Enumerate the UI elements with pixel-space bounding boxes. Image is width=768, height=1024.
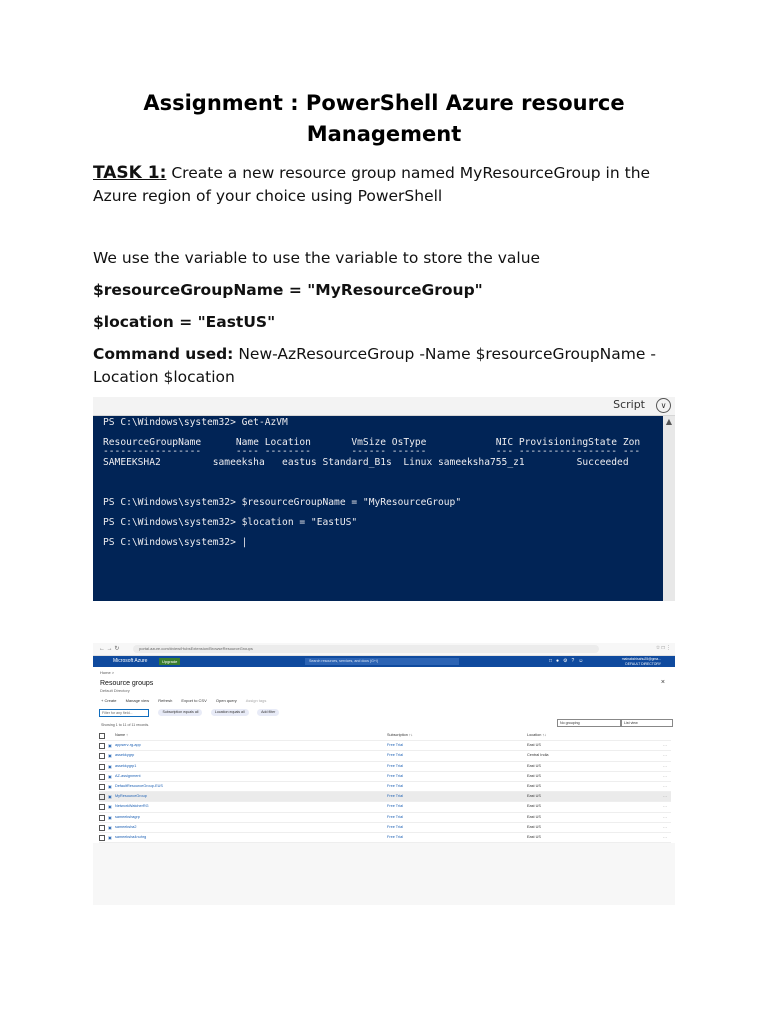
- resource-group-icon: ▣: [108, 773, 112, 779]
- page-heading: Resource groups: [100, 680, 154, 687]
- table-header: [99, 731, 671, 741]
- more-options-icon: …: [663, 833, 667, 839]
- console-scrollbar: [663, 416, 675, 601]
- browser-action-icons: ☆ □ ⋮: [655, 645, 671, 651]
- row-subscription: Free Trial: [387, 794, 404, 799]
- row-location: East US: [527, 824, 541, 829]
- resource-group-icon: ▣: [108, 814, 112, 820]
- row-name: assekkygrp: [115, 753, 135, 758]
- column-header-subscription: Subscription ↑↓: [387, 733, 413, 737]
- browser-bar: [93, 643, 675, 656]
- row-checkbox: [99, 815, 105, 821]
- script-label: Script: [613, 398, 645, 411]
- row-subscription: Free Trial: [387, 824, 404, 829]
- row-name: assekkygrp1: [115, 763, 137, 768]
- table-row: [99, 823, 671, 833]
- row-location: Central India: [527, 753, 549, 758]
- more-options-icon: …: [663, 793, 667, 799]
- table-row: [99, 802, 671, 812]
- toolbar-item: Assign tags: [245, 698, 267, 703]
- console-line: PS C:\Windows\system32> $resourceGroupName = "MyResourceGroup": [103, 497, 462, 508]
- directory-label: Default Directory: [100, 688, 130, 693]
- row-name: AZ-assignment: [115, 773, 141, 778]
- more-options-icon: …: [663, 803, 667, 809]
- row-subscription: Free Trial: [387, 743, 404, 748]
- filter-pill: Add filter: [257, 709, 279, 716]
- row-location: East US: [527, 804, 541, 809]
- row-subscription: Free Trial: [387, 783, 404, 788]
- filter-pill: Subscription equals all: [158, 709, 202, 716]
- topbar-icons: □●⚙?☺: [549, 658, 588, 664]
- toolbar-item: Export to CSV: [181, 698, 207, 703]
- task-colon: :: [159, 163, 167, 183]
- row-subscription: Free Trial: [387, 834, 404, 839]
- address-bar: portal.azure.com/#view/HubsExtension/BrowseResourceGroups: [133, 645, 599, 653]
- select-all-checkbox: [99, 733, 105, 739]
- more-options-icon: …: [663, 762, 667, 768]
- resource-group-icon: ▣: [108, 834, 112, 840]
- row-name: sameeksha4nuhrg: [115, 834, 147, 839]
- table-row: [99, 833, 671, 843]
- table-row: [99, 762, 671, 772]
- console-line: ----------------- ---- -------- ------ ------ --- ----------------- ---: [103, 446, 641, 457]
- console-line: PS C:\Windows\system32> |: [103, 537, 248, 548]
- row-location: East US: [527, 773, 541, 778]
- close-icon: ×: [660, 679, 665, 686]
- row-name: DefaultResourceGroup-EUS: [115, 783, 163, 788]
- row-checkbox: [99, 835, 105, 841]
- column-header-name: Name ↑: [115, 733, 129, 737]
- filter-bar: [99, 709, 283, 717]
- scroll-up-icon: ▲: [665, 417, 673, 426]
- row-checkbox: [99, 804, 105, 810]
- grouping-select: No grouping: [557, 719, 621, 727]
- row-location: East US: [527, 783, 541, 788]
- row-checkbox: [99, 825, 105, 831]
- view-select: List view: [621, 719, 673, 727]
- user-account: [622, 657, 661, 666]
- row-checkbox: [99, 784, 105, 790]
- toolbar-item: Refresh: [158, 698, 173, 703]
- row-subscription: Free Trial: [387, 804, 404, 809]
- toolbar-item: Open query: [215, 698, 237, 703]
- console-line: SAMEEKSHA2 sameeksha eastus Standard_B1s Linux sameeksha755_z1 Succeeded: [103, 457, 629, 468]
- toolbar-item: + Create: [101, 698, 117, 703]
- azure-toolbar: [101, 698, 274, 703]
- screenshot-blank-area: [93, 843, 675, 905]
- more-options-icon: …: [663, 752, 667, 758]
- row-name: sameeksha2: [115, 824, 137, 829]
- row-checkbox: [99, 743, 105, 749]
- table-row: [99, 741, 671, 751]
- table-row: [99, 813, 671, 823]
- chevron-down-icon: ∨: [656, 398, 671, 413]
- powershell-screenshot: [93, 397, 675, 601]
- breadcrumb: Home >: [100, 670, 115, 675]
- azure-search-box: Search resources, services, and docs (G+/): [305, 658, 459, 665]
- resource-group-icon: ▣: [108, 763, 112, 769]
- more-options-icon: …: [663, 782, 667, 788]
- command-paragraph: [93, 343, 683, 389]
- resource-group-icon: ▣: [108, 783, 112, 789]
- task-paragraph: [93, 162, 683, 208]
- task-text: Create a new resource group named MyResourceGroup in the Azure region of your choice using PowerShell: [93, 164, 651, 205]
- toolbar-item: Manage view: [125, 698, 150, 703]
- variable-resource-group: $resourceGroupName = "MyResourceGroup": [93, 281, 483, 299]
- more-options-icon: …: [663, 742, 667, 748]
- resource-group-icon: ▣: [108, 753, 112, 759]
- resource-group-icon: ▣: [108, 794, 112, 800]
- row-location: East US: [527, 794, 541, 799]
- table-row: [99, 772, 671, 782]
- explanation-text: We use the variable to use the variable to store the value: [93, 249, 541, 267]
- table-row: [99, 782, 671, 792]
- row-location: East US: [527, 743, 541, 748]
- table-row: [99, 751, 671, 761]
- row-checkbox: [99, 753, 105, 759]
- row-name: sameekshagrp: [115, 814, 140, 819]
- row-name: MyResourceGroup: [115, 794, 147, 799]
- row-name: NetworkWatcherRG: [115, 804, 149, 809]
- row-name: appserv-rg-app: [115, 743, 141, 748]
- console-line: ResourceGroupName Name Location VmSize OsType NIC ProvisioningState Zon: [103, 437, 641, 448]
- row-location: East US: [527, 834, 541, 839]
- user-directory: DEFAULT DIRECTORY: [625, 661, 661, 666]
- row-subscription: Free Trial: [387, 814, 404, 819]
- variable-location: $location = "EastUS": [93, 313, 276, 331]
- row-subscription: Free Trial: [387, 763, 404, 768]
- more-options-icon: …: [663, 772, 667, 778]
- user-email: mainakshisahu25@gma...: [621, 657, 661, 661]
- upgrade-badge: Upgrade: [159, 658, 180, 665]
- more-options-icon: …: [663, 823, 667, 829]
- filter-pill: Location equals all: [211, 709, 249, 716]
- console-line: PS C:\Windows\system32> Get-AzVM: [103, 417, 288, 428]
- task-label: TASK 1: [93, 163, 160, 183]
- resource-groups-table: [99, 731, 671, 853]
- table-row: [99, 792, 671, 802]
- browser-nav-icons: ← → ↻: [99, 646, 120, 652]
- resource-group-icon: ▣: [108, 804, 112, 810]
- resource-group-icon: ▣: [108, 824, 112, 830]
- powershell-console: [93, 416, 663, 601]
- console-line: PS C:\Windows\system32> $location = "EastUS": [103, 517, 358, 528]
- row-subscription: Free Trial: [387, 773, 404, 778]
- powershell-toolbar: [93, 397, 675, 416]
- azure-brand: Microsoft Azure: [113, 658, 148, 664]
- command-text: New-AzResourceGroup -Name $resourceGroupName -Location $location: [93, 345, 656, 386]
- more-options-icon: …: [663, 813, 667, 819]
- row-location: East US: [527, 763, 541, 768]
- records-count: Showing 1 to 11 of 11 records.: [101, 723, 150, 727]
- row-subscription: Free Trial: [387, 753, 404, 758]
- azure-top-bar: [93, 656, 675, 667]
- document-title: Assignment : PowerShell Azure resource Management: [143, 91, 625, 146]
- filter-input: Filter for any field...: [99, 709, 149, 717]
- row-checkbox: [99, 764, 105, 770]
- command-label: Command used:: [93, 345, 234, 363]
- resource-group-icon: ▣: [108, 743, 112, 749]
- column-header-location: Location ↑↓: [527, 733, 547, 737]
- row-checkbox: [99, 794, 105, 800]
- row-checkbox: [99, 774, 105, 780]
- azure-portal-screenshot: [93, 643, 675, 905]
- row-location: East US: [527, 814, 541, 819]
